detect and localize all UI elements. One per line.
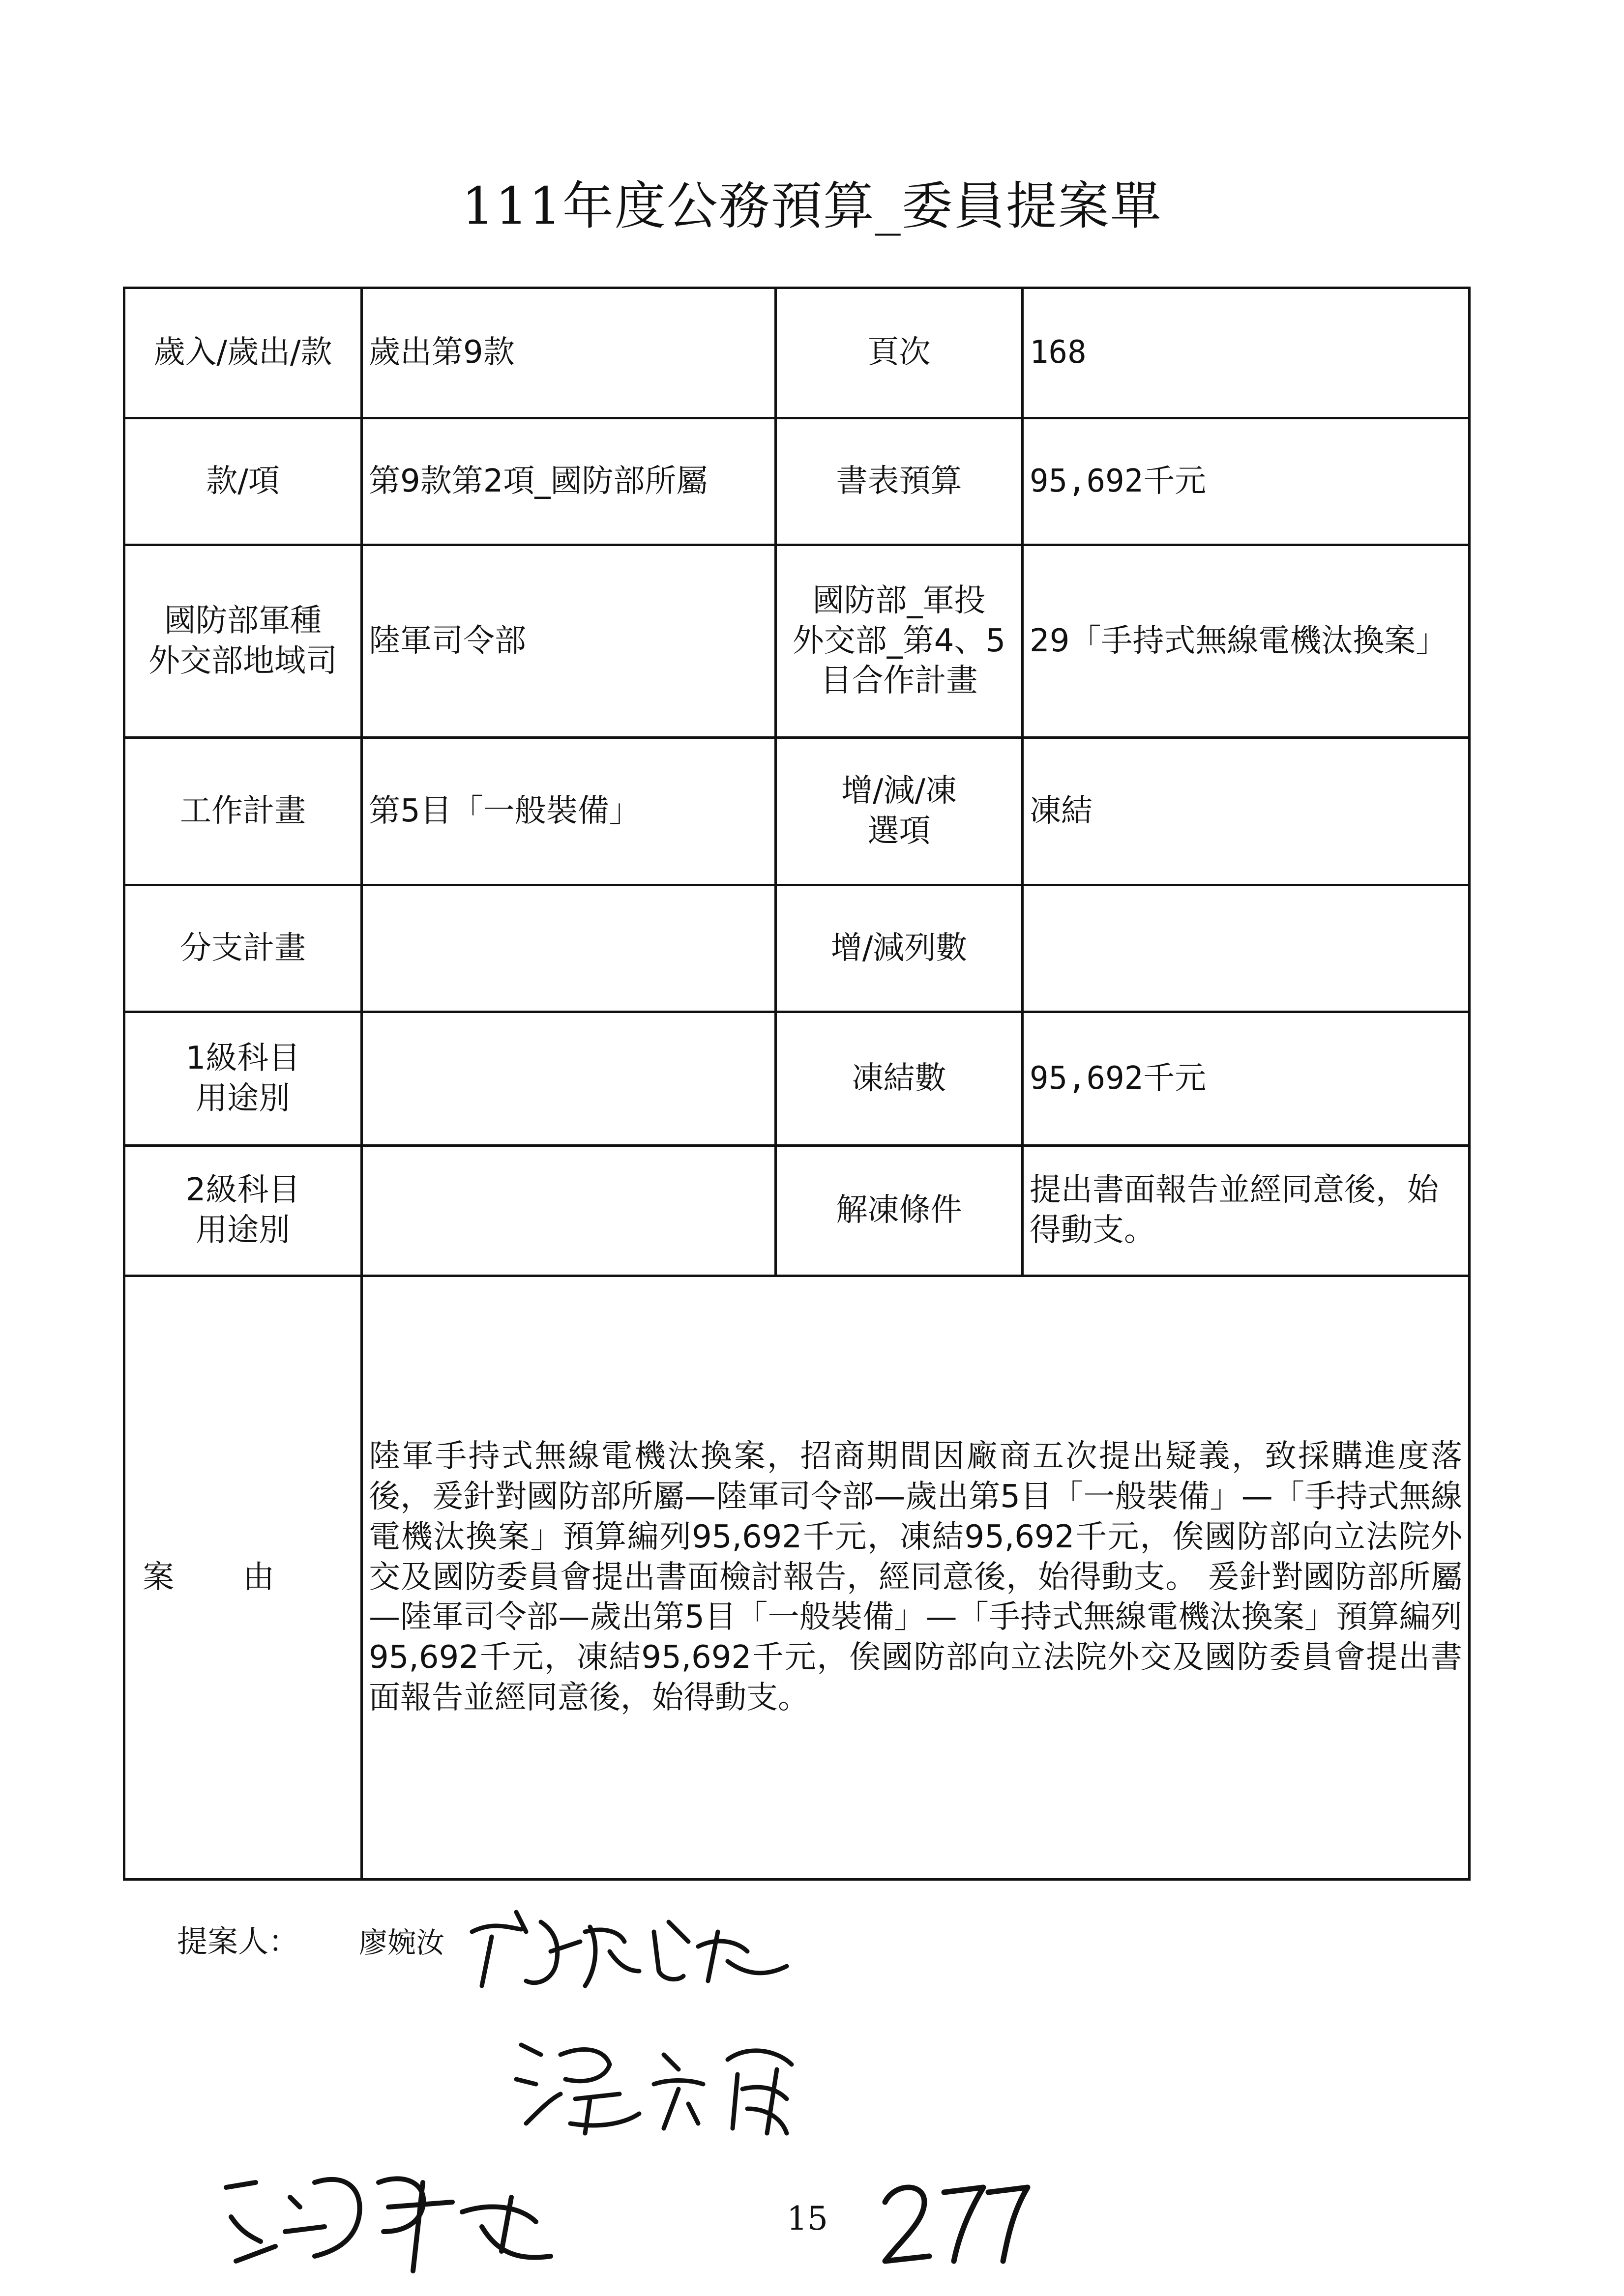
signature-1 — [462, 1902, 816, 2010]
label-line: 用途別 — [196, 1212, 290, 1249]
field-value-unfreeze-condition: 提出書面報告並經同意後，始得動支。 — [1023, 1146, 1470, 1276]
form-row — [124, 418, 1470, 545]
label-line: 國防部軍種 — [164, 602, 322, 639]
field-value-military-branch: 陸軍司令部 — [362, 545, 776, 738]
field-label-adjust-amount: 增/減列數 — [776, 885, 1023, 1012]
field-value-work-plan: 第5目「一般裝備」 — [362, 738, 776, 885]
field-value-budget-category: 歲出第9款 — [362, 288, 776, 418]
proposer-name: 廖婉汝 — [359, 1926, 445, 1959]
reason-label: 案由 — [124, 1276, 362, 1880]
form-row — [124, 288, 1470, 418]
reason-text: 陸軍手持式無線電機汰換案，招商期間因廠商五次提出疑義，致採購進度落後，爰針對國防部所屬—陸軍司令部—歲出第5目「一般裝備」—「手持式無線電機汰換案」預算編列95,692千元，凍結95,692千元，俟國防部向立法院外交及國防委員會提出書面檢討報告，經同意後，始得動支。 爰針對國防部所屬—陸軍司令部—歲出第5目「一般裝備」—「手持式無線電機汰換案」預算編列95,692千元，凍結95,692千元，俟國防部向立法院外交及國防委員會提出書面報告並經同意後，始得動支。 — [362, 1276, 1470, 1880]
signature-2 — [511, 2025, 826, 2143]
field-value-page: 168 — [1023, 288, 1470, 418]
field-value-level1-subject — [362, 1012, 776, 1146]
field-value-level2-subject — [362, 1146, 776, 1276]
label-line: 2級科目 — [185, 1172, 300, 1209]
signature-3 — [216, 2153, 590, 2281]
field-label-statement-budget: 書表預算 — [776, 418, 1023, 545]
field-label-frozen-amount: 凍結數 — [776, 1012, 1023, 1146]
form-row — [124, 545, 1470, 738]
field-value-statement-budget: 95,692千元 — [1023, 418, 1470, 545]
field-value-frozen-amount: 95,692千元 — [1023, 1012, 1470, 1146]
field-label-cooperation-plan — [776, 545, 1023, 738]
field-label-section-item: 款/項 — [124, 418, 362, 545]
label-line: 目合作計畫 — [820, 663, 978, 699]
page-number: 15 — [787, 2200, 828, 2238]
form-row — [124, 885, 1470, 1012]
field-label-budget-category: 歲入/歲出/款 — [124, 288, 362, 418]
form-row — [124, 1146, 1470, 1276]
form-row — [124, 738, 1470, 885]
label-line: 國防部_軍投 — [812, 582, 986, 619]
field-label-unfreeze-condition: 解凍條件 — [776, 1146, 1023, 1276]
form-row-reason — [124, 1276, 1470, 1880]
field-label-level2-subject — [124, 1146, 362, 1276]
field-label-adjust-option — [776, 738, 1023, 885]
page-title: 111年度公務預算_委員提案單 — [462, 176, 1162, 236]
field-label-level1-subject — [124, 1012, 362, 1146]
handwritten-number — [875, 2168, 1037, 2266]
field-label-branch-plan: 分支計畫 — [124, 885, 362, 1012]
field-label-military-branch — [124, 545, 362, 738]
label-line: 1級科目 — [185, 1040, 300, 1076]
field-value-branch-plan — [362, 885, 776, 1012]
label-line: 外交部_第4、5 — [792, 622, 1006, 659]
label-line: 選項 — [867, 813, 931, 849]
proposer-label: 提案人： — [177, 1923, 299, 1959]
label-line: 外交部地域司 — [148, 642, 337, 679]
proposal-form-table — [123, 287, 1471, 1881]
label-line: 用途別 — [196, 1080, 290, 1117]
field-value-adjust-amount — [1023, 885, 1470, 1012]
field-value-adjust-option: 凍結 — [1023, 738, 1470, 885]
form-row — [124, 1012, 1470, 1146]
field-label-page: 頁次 — [776, 288, 1023, 418]
field-value-section-item: 第9款第2項_國防部所屬 — [362, 418, 776, 545]
field-label-work-plan: 工作計畫 — [124, 738, 362, 885]
field-value-cooperation-plan: 29「手持式無線電機汰換案」 — [1023, 545, 1470, 738]
label-line: 增/減/凍 — [841, 772, 957, 809]
